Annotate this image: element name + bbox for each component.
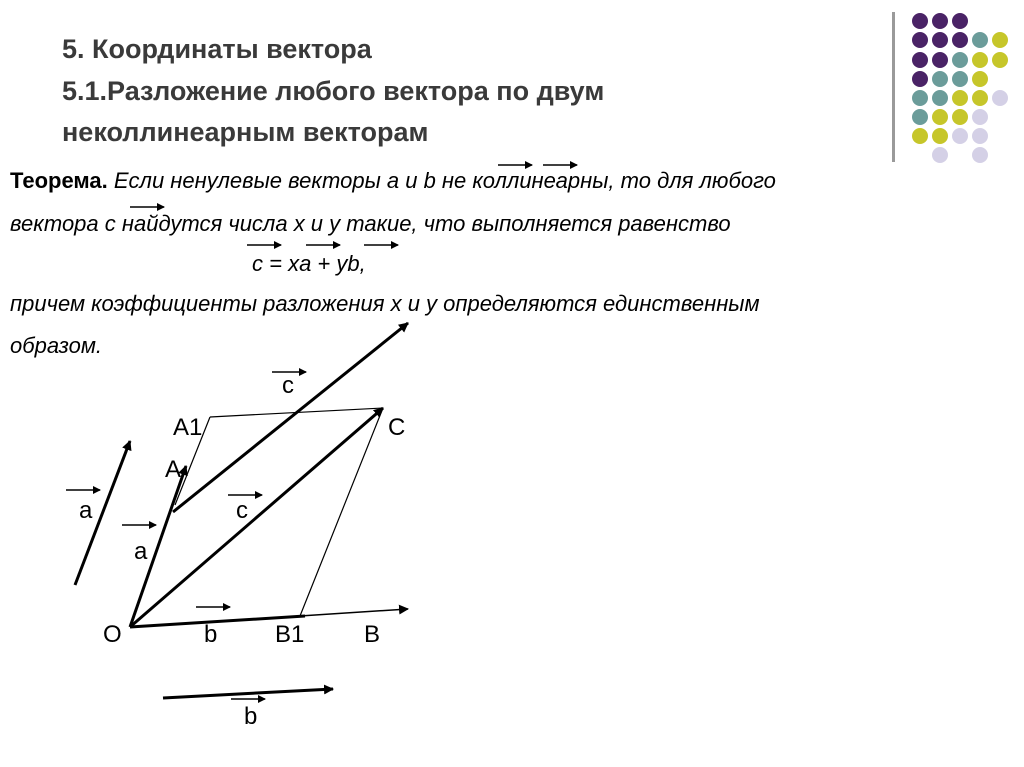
theorem-line-3: причем коэффициенты разложения x и y определяются единственным: [10, 291, 760, 316]
label-a-left: a: [79, 497, 93, 524]
title-line-3: неколлинеарным векторам: [62, 117, 429, 147]
label-c-mid: c: [236, 497, 248, 524]
label-A1: A1: [173, 414, 203, 441]
title-line-2: 5.1.Разложение любого вектора по двум: [62, 76, 605, 106]
theorem-formula: с = xa + yb,: [252, 251, 366, 276]
label-O: O: [103, 621, 122, 648]
label-B1: B1: [275, 621, 305, 648]
title-line-1: 5. Координаты вектора: [62, 34, 372, 64]
theorem-line-4: образом.: [10, 333, 103, 358]
segment-C-B1: [300, 408, 383, 616]
label-B: B: [364, 621, 381, 648]
label-c-top: c: [282, 372, 294, 399]
vector-b-free: [163, 689, 333, 698]
label-A: A: [165, 456, 182, 483]
theorem-line-1-text: Если ненулевые векторы a и b не коллинеарны, то для любого: [113, 168, 776, 193]
theorem-label: Теорема.: [10, 168, 108, 193]
theorem-line-2: вектора с найдутся числа x и y такие, что выполняется равенство: [10, 211, 731, 236]
label-a-mid: a: [134, 538, 148, 565]
label-b-bottom: b: [244, 703, 258, 730]
text-vector-arrows: [130, 165, 577, 245]
label-b: b: [204, 621, 218, 648]
label-C: C: [388, 414, 406, 441]
segment-A1-C: [210, 408, 383, 417]
